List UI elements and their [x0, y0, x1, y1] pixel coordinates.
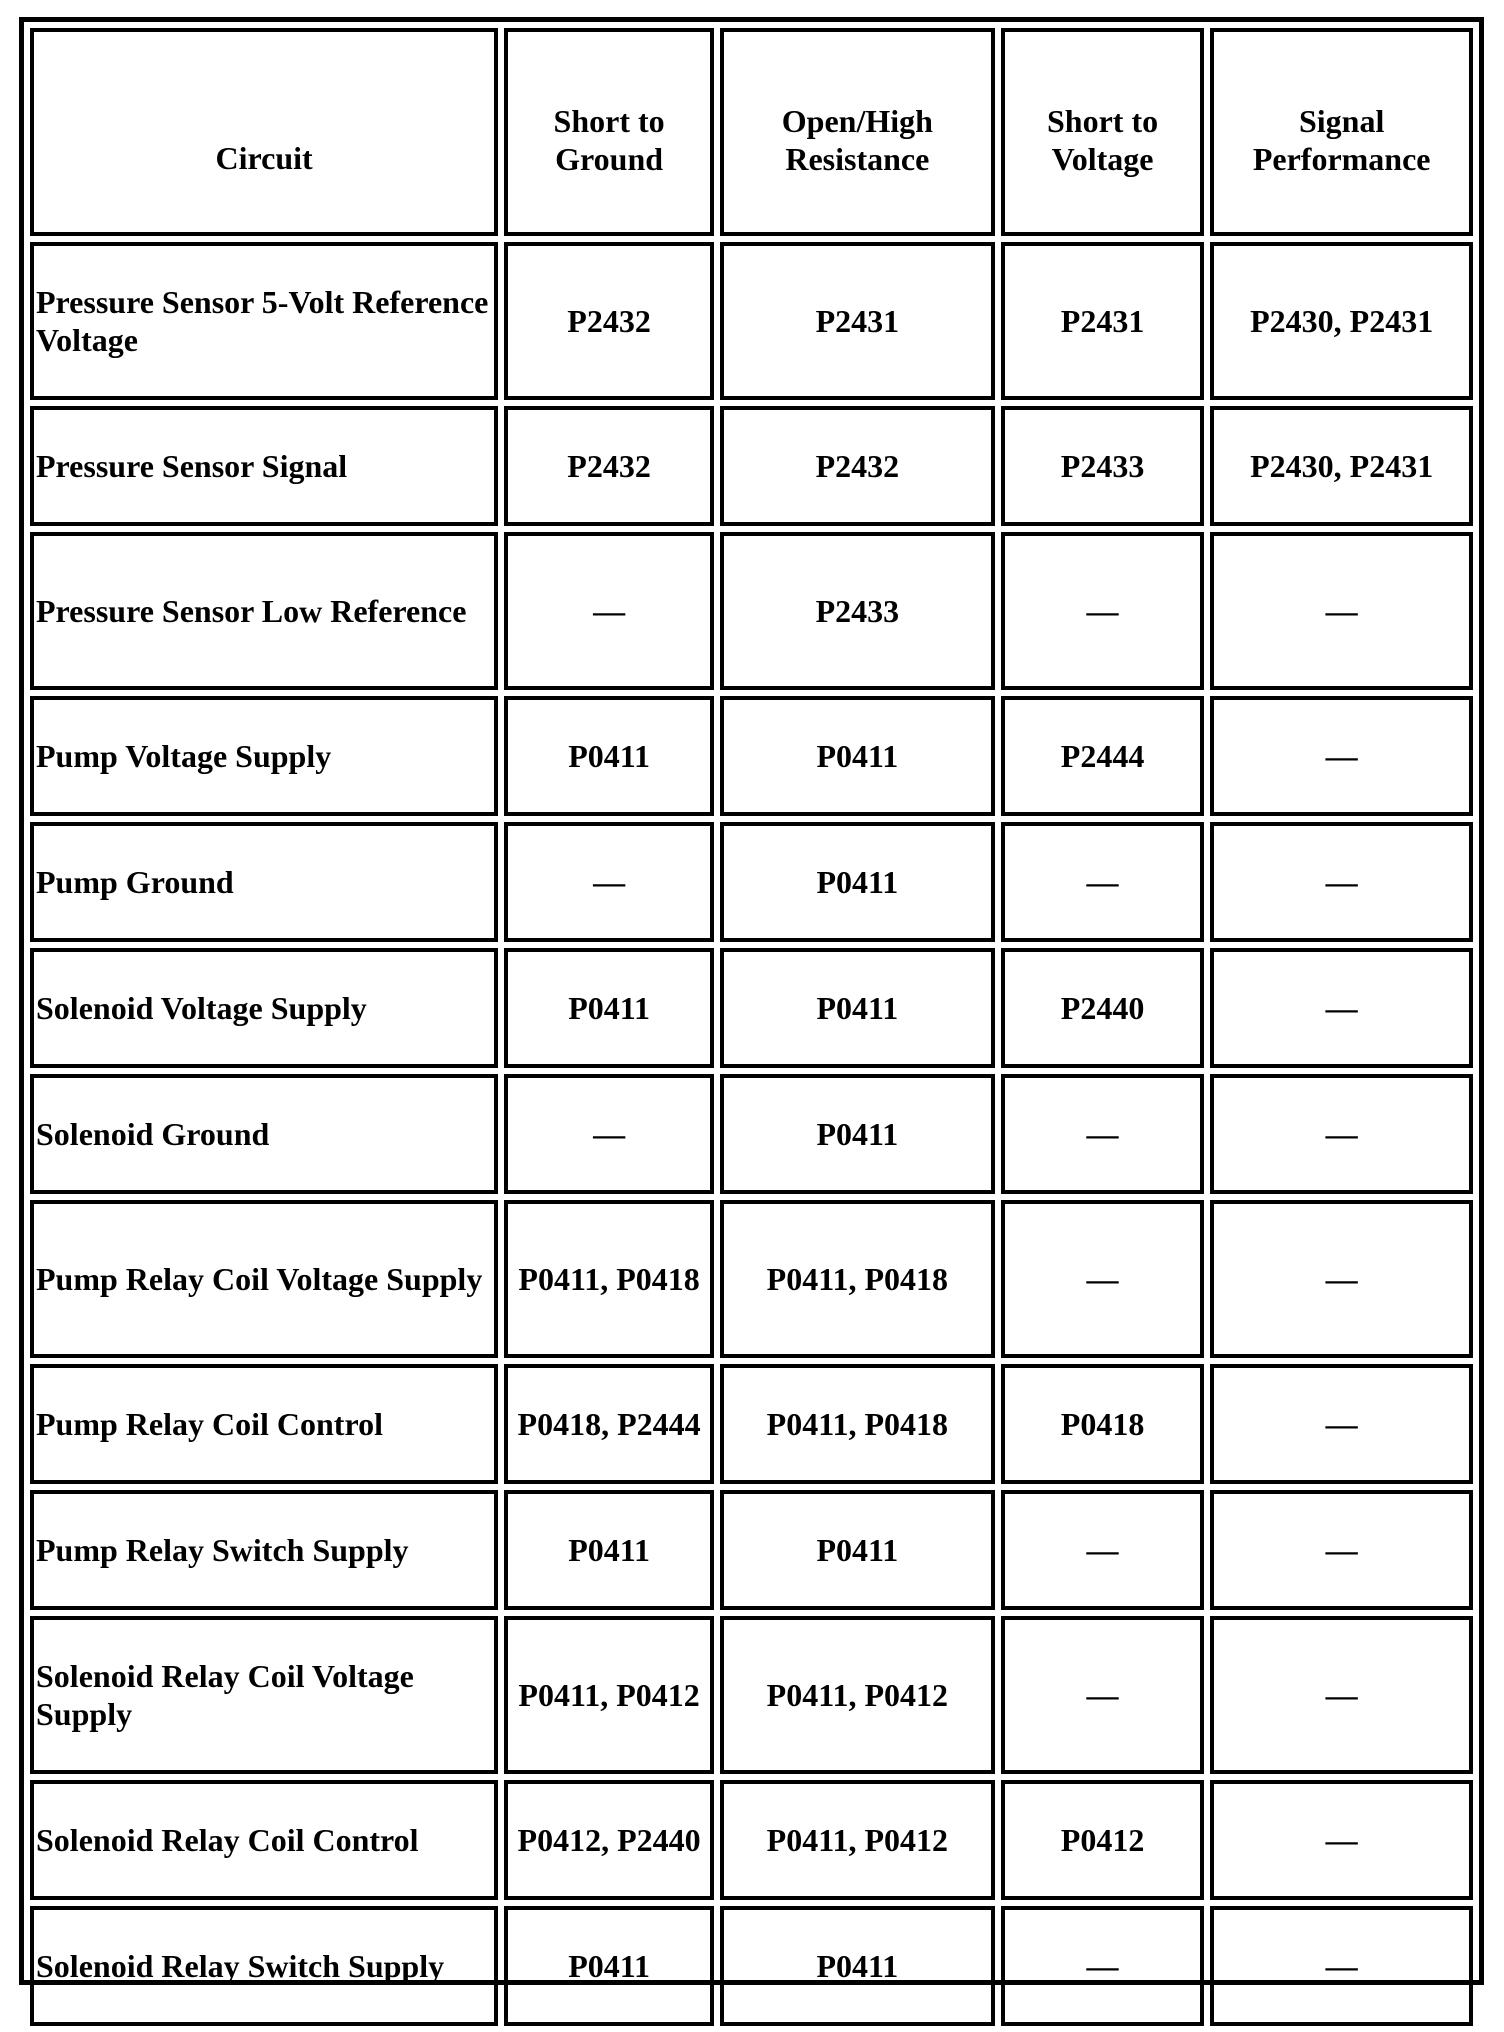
short-to-ground-cell: P0411, P0412 [504, 1616, 714, 1774]
open-high-resistance-cell: P0411 [720, 1906, 995, 2026]
open-high-resistance-cell: P0411 [720, 822, 995, 942]
table-row [30, 1616, 1473, 1774]
signal-performance-cell: — [1210, 1616, 1473, 1774]
open-high-resistance-cell: P2433 [720, 532, 995, 690]
short-to-ground-cell: — [504, 532, 714, 690]
open-high-resistance-cell: P0411 [720, 696, 995, 816]
table-row [30, 1906, 1473, 2026]
short-to-ground-cell: — [504, 1074, 714, 1194]
header-short-to-ground: Short to Ground [504, 28, 714, 236]
open-high-resistance-cell: P0411, P0412 [720, 1780, 995, 1900]
short-to-voltage-cell: — [1001, 1074, 1205, 1194]
circuit-cell: Solenoid Voltage Supply [30, 948, 498, 1068]
short-to-ground-cell: P0412, P2440 [504, 1780, 714, 1900]
circuit-cell: Pressure Sensor Signal [30, 406, 498, 526]
circuit-cell: Pump Ground [30, 822, 498, 942]
table-row [30, 822, 1473, 942]
table-row [30, 406, 1473, 526]
short-to-ground-cell: P0411 [504, 1490, 714, 1610]
table-row [30, 532, 1473, 690]
table-row [30, 1490, 1473, 1610]
circuit-cell: Solenoid Ground [30, 1074, 498, 1194]
open-high-resistance-cell: P0411, P0418 [720, 1200, 995, 1358]
circuit-cell: Solenoid Relay Coil Control [30, 1780, 498, 1900]
table-row [30, 1780, 1473, 1900]
open-high-resistance-cell: P0411 [720, 1074, 995, 1194]
dtc-circuit-table [24, 22, 1479, 2032]
header-signal-performance: Signal Performance [1210, 28, 1473, 236]
short-to-voltage-cell: — [1001, 532, 1205, 690]
open-high-resistance-cell: P0411 [720, 948, 995, 1068]
short-to-voltage-cell: P0412 [1001, 1780, 1205, 1900]
table-row [30, 1364, 1473, 1484]
short-to-voltage-cell: — [1001, 1200, 1205, 1358]
circuit-cell: Pressure Sensor Low Reference [30, 532, 498, 690]
open-high-resistance-cell: P2431 [720, 242, 995, 400]
short-to-ground-cell: P0411 [504, 1906, 714, 2026]
short-to-voltage-cell: P0418 [1001, 1364, 1205, 1484]
signal-performance-cell: P2430, P2431 [1210, 242, 1473, 400]
short-to-voltage-cell: — [1001, 1490, 1205, 1610]
table-row [30, 1200, 1473, 1358]
signal-performance-cell: — [1210, 822, 1473, 942]
signal-performance-cell: P2430, P2431 [1210, 406, 1473, 526]
short-to-ground-cell: P0411 [504, 948, 714, 1068]
signal-performance-cell: — [1210, 1074, 1473, 1194]
signal-performance-cell: — [1210, 1906, 1473, 2026]
signal-performance-cell: — [1210, 1200, 1473, 1358]
circuit-cell: Solenoid Relay Coil Voltage Supply [30, 1616, 498, 1774]
short-to-ground-cell: P2432 [504, 406, 714, 526]
circuit-cell: Pump Relay Coil Voltage Supply [30, 1200, 498, 1358]
short-to-voltage-cell: P2431 [1001, 242, 1205, 400]
table-row [30, 1074, 1473, 1194]
open-high-resistance-cell: P0411, P0418 [720, 1364, 995, 1484]
header-circuit: Circuit [30, 28, 498, 236]
short-to-voltage-cell: P2440 [1001, 948, 1205, 1068]
short-to-ground-cell: P0418, P2444 [504, 1364, 714, 1484]
short-to-ground-cell: — [504, 822, 714, 942]
short-to-voltage-cell: — [1001, 1616, 1205, 1774]
short-to-ground-cell: P2432 [504, 242, 714, 400]
circuit-cell: Pump Voltage Supply [30, 696, 498, 816]
open-high-resistance-cell: P2432 [720, 406, 995, 526]
open-high-resistance-cell: P0411 [720, 1490, 995, 1610]
short-to-voltage-cell: P2444 [1001, 696, 1205, 816]
signal-performance-cell: — [1210, 532, 1473, 690]
table-row [30, 696, 1473, 816]
short-to-ground-cell: P0411, P0418 [504, 1200, 714, 1358]
signal-performance-cell: — [1210, 1364, 1473, 1484]
table-row [30, 948, 1473, 1068]
short-to-voltage-cell: — [1001, 1906, 1205, 2026]
signal-performance-cell: — [1210, 696, 1473, 816]
short-to-ground-cell: P0411 [504, 696, 714, 816]
table-row [30, 242, 1473, 400]
header-short-to-voltage: Short to Voltage [1001, 28, 1205, 236]
short-to-voltage-cell: — [1001, 822, 1205, 942]
dtc-circuit-table-frame [19, 17, 1484, 1985]
circuit-cell: Pressure Sensor 5-Volt Reference Voltage [30, 242, 498, 400]
header-row [30, 28, 1473, 236]
signal-performance-cell: — [1210, 1490, 1473, 1610]
circuit-cell: Solenoid Relay Switch Supply [30, 1906, 498, 2026]
circuit-cell: Pump Relay Coil Control [30, 1364, 498, 1484]
open-high-resistance-cell: P0411, P0412 [720, 1616, 995, 1774]
circuit-cell: Pump Relay Switch Supply [30, 1490, 498, 1610]
signal-performance-cell: — [1210, 1780, 1473, 1900]
short-to-voltage-cell: P2433 [1001, 406, 1205, 526]
header-open-high-resistance: Open/High Resistance [720, 28, 995, 236]
signal-performance-cell: — [1210, 948, 1473, 1068]
